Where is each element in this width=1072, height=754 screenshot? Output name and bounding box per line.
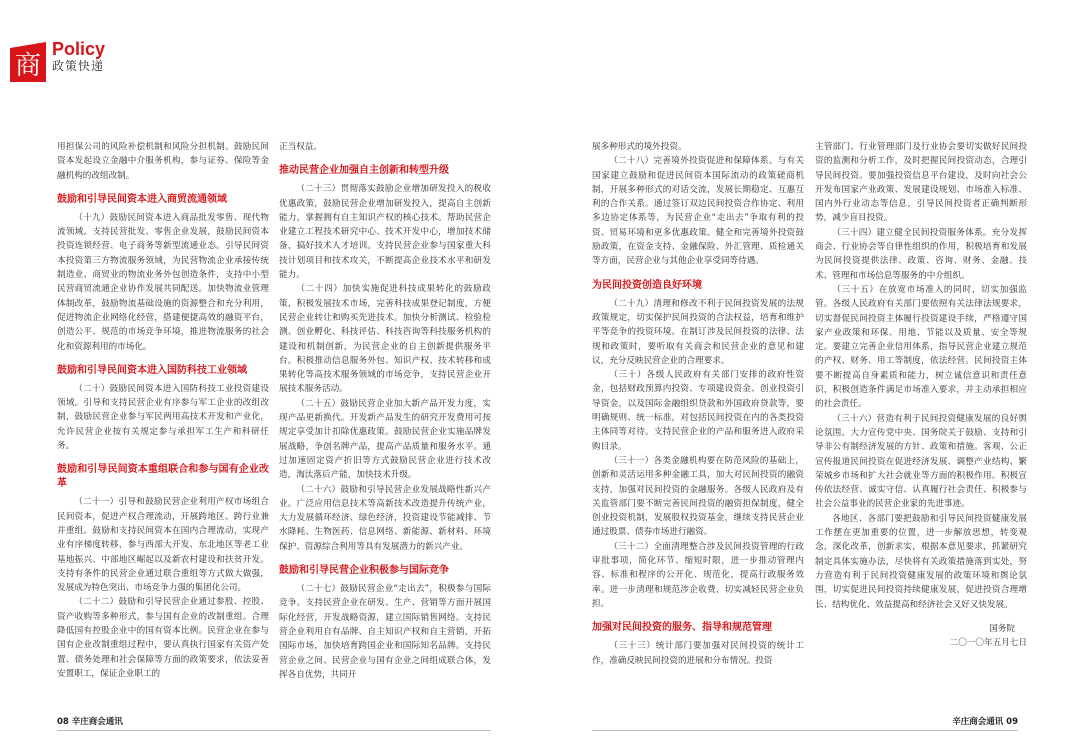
paragraph: （十九）鼓励民间资本进入商品批发零售、现代物流领域。支持民营批发、零售企业发展，鼓励民间资本投资连锁经营、电子商务等新型流通业态。引导民间资本投资第三方物流服务领域，为民营物流企业承接传统制造业、商贸业的物流业务外包创造条件，支持中小型民营商贸流通企业协作发展共同配送。加快物流业管理体制改革，鼓励物流基础设施的资源整合和充分利用，促进物流企业网络化经营，搭建便捷高效的融资平台，创造公平、规范的市场竞争环境，推进物流服务的社会化和资源利用的市场化。 bbox=[57, 212, 269, 352]
section-heading: 鼓励和引导民间资本重组联合和参与国有企业改革 bbox=[57, 464, 269, 490]
section-heading: 为民间投资创造良好环境 bbox=[592, 279, 702, 291]
section-heading: 推动民营企业加强自主创新和转型升级 bbox=[279, 165, 449, 177]
text-column-4 bbox=[815, 140, 1027, 650]
signature-org: 国务院 bbox=[989, 623, 1015, 634]
paragraph: 主管部门、行业管理部门及行业协会要切实做好民间投资的监测和分析工作，及时把握民间投资动态，合理引导民间投资。要加强投资信息平台建设，及时向社会公开发布国家产业政策、发展建设规划、市场准入标准、国内外行业动态等信息，引导民间投资者正确判断形势，减少盲目投资。 bbox=[815, 142, 1027, 224]
logo-title-en: Policy bbox=[52, 39, 106, 59]
paragraph: （二十二）鼓励和引导民营企业通过参股、控股、资产收购等多种形式，参与国有企业的改制重组。合理降低国有控股企业中的国有资本比例。民营企业在参与国有企业改制重组过程中，要认真执行国家有关资产处置、债务处理和社会保障等方面的政策要求，依法妥善安置职工，保证企业职工的 bbox=[57, 597, 269, 679]
footer-divider-left bbox=[57, 730, 491, 731]
logo-title-cn: 政策快递 bbox=[52, 59, 105, 73]
footer-left: 08 辛庄商会通讯 bbox=[57, 717, 123, 727]
signature-date: 二〇一〇年五月七日 bbox=[949, 638, 1027, 649]
section-heading: 鼓励和引导民营企业积极参与国际竞争 bbox=[279, 565, 449, 577]
text-column-3 bbox=[592, 140, 804, 668]
logo-char: 商 bbox=[14, 51, 42, 81]
text-column-1 bbox=[57, 140, 269, 681]
paragraph: （二十八）完善境外投资促进和保障体系。与有关国家建立鼓励和促进民间资本国际流动的政策磋商机制，开展多种形式的对话交流，发展长期稳定、互惠互利的合作关系。通过签订双边民间投资合作协定、利用多边协定体系等，为民营企业“走出去”争取有利的投资、贸易环境和更多优惠政策。健全和完善境外投资鼓励政策，在资金支持、金融保险、外汇管理、质检通关等方面，民营企业与其他企业享受同等待遇。 bbox=[592, 156, 804, 267]
paragraph: （二十六）鼓励和引导民营企业发展战略性新兴产业。广泛应用信息技术等高新技术改造提升传统产业，大力发展循环经济、绿色经济，投资建设节能减排、节水降耗、生物医药、信息网络、新能源、新材料、环境保护、资源综合利用等具有发展潜力的新兴产业。 bbox=[279, 484, 491, 552]
paragraph: （二十一）引导和鼓励民营企业利用产权市场组合民间资本，促进产权合理流动，开展跨地区、跨行业兼并重组。鼓励和支持民间资本在国内合理流动，实现产业有序梯度转移，参与西部大开发、东北地区等老工业基地振兴、中部地区崛起以及新农村建设和扶贫开发。支持有条件的民营企业通过联合重组等方式做大做强，发展成为特色突出、市场竞争力强的集团化公司。 bbox=[57, 497, 269, 594]
section-logo bbox=[52, 40, 105, 72]
paragraph: （三十四）建立健全民间投资服务体系。充分发挥商会、行业协会等自律性组织的作用，积极培育和发展为民间投资提供法律、政策、咨询、财务、金融、技术、管理和市场信息等服务的中介组织。 bbox=[815, 227, 1027, 281]
paragraph: 展多种形式的境外投资。 bbox=[592, 142, 687, 152]
text-column-2 bbox=[279, 140, 491, 682]
signature-block bbox=[815, 622, 1027, 651]
paragraph: 用担保公司的风险补偿机制和风险分担机制。鼓励民间资本发起设立金融中介服务机构，参与证券、保险等金融机构的改组改制。 bbox=[57, 142, 269, 181]
section-heading: 加强对民间投资的服务、指导和规范管理 bbox=[592, 622, 772, 634]
paragraph: 正当权益。 bbox=[279, 142, 322, 152]
section-heading: 鼓励和引导民间资本进入国防科技工业领域 bbox=[57, 364, 247, 376]
paragraph: （二十九）清理和修改不利于民间投资发展的法规政策规定，切实保护民间投资的合法权益，培育和维护平等竞争的投资环境。在制订涉及民间投资的法律、法规和政策时，要听取有关商会和民营企业的意见和建议，充分反映民营企业的合理要求。 bbox=[592, 298, 804, 366]
paragraph: （二十三）贯彻落实鼓励企业增加研发投入的税收优惠政策，鼓励民营企业增加研发投入，提高自主创新能力，掌握拥有自主知识产权的核心技术。帮助民营企业建立工程技术研究中心、技术开发中心，增加技术储备，搞好技术人才培训。支持民营企业参与国家重大科技计划项目和技术攻关，不断提高企业技术水平和研发能力。 bbox=[279, 184, 491, 281]
paragraph: （二十七）鼓励民营企业“走出去”，积极参与国际竞争。支持民营企业在研发、生产、营销等方面开展国际化经营，开发战略资源，建立国际销售网络。支持民营企业利用自有品牌、自主知识产权和自主营销，开拓国际市场，加快培育跨国企业和国际知名品牌。支持民营企业之间、民营企业与国有企业之间组成联合体，发挥各自优势，共同开 bbox=[279, 584, 491, 680]
paragraph: （三十五）在放宽市场准入的同时，切实加强监管。各级人民政府有关部门要依照有关法律法规要求，切实督促民间投资主体履行投资建设手续，严格遵守国家产业政策和环保、用地、节能以及质量、安全等规定。要建立完善企业信用体系，指导民营企业建立规范的产权、财务、用工等制度，依法经营。民间投资主体要不断提高自身素质和能力，树立诚信意识和责任意识，积极创造条件满足市场准入要求，并主动承担相应的社会责任。 bbox=[815, 284, 1027, 410]
shang-logo-icon bbox=[6, 40, 50, 84]
paragraph: （二十五）鼓励民营企业加大新产品开发力度，实现产品更新换代。开发新产品发生的研究开发费用可按规定享受加计扣除优惠政策。鼓励民营企业实施品牌发展战略，争创名牌产品，提高产品质量和服务水平。通过加速固定资产折旧等方式鼓励民营企业进行技术改造，淘汰落后产能，加快技术升级。 bbox=[279, 398, 491, 481]
paragraph: （三十二）全面清理整合涉及民间投资管理的行政审批事项，简化环节、缩短时限，进一步推动管理内容、标准和程序的公开化、规范化，提高行政服务效率。进一步清理和规范涉企收费，切实减轻民营企业负担。 bbox=[592, 541, 804, 609]
paragraph: （二十四）加快实施促进科技成果转化的鼓励政策，积极发展技术市场，完善科技成果登记制度，方便民营企业转让和购买先进技术。加快分析测试、检验检测、创业孵化、科技评估、科技咨询等科技服务机构的建设和机制创新，为民营企业的自主创新提供服务平台。积极推动信息服务外包、知识产权、技术转移和成果转化等高技术服务领域的市场竞争，支持民营企业开展技术服务活动。 bbox=[279, 284, 491, 395]
paragraph: （三十一）各类金融机构要在防范风险的基础上，创新和灵活运用多种金融工具，加大对民间投资的融资支持，加强对民间投资的金融服务。各级人民政府及有关监管部门要不断完善民间投资的融资担保制度，健全创业投资机制，发展股权投资基金，继续支持民营企业通过股票、债券市场进行融资。 bbox=[592, 455, 804, 538]
paragraph: （二十）鼓励民间资本进入国防科技工业投资建设领域。引导和支持民营企业有序参与军工企业的改组改制，鼓励民营企业参与军民两用高技术开发和产业化，允许民营企业按有关规定参与承担军工生产和科研任务。 bbox=[57, 383, 269, 452]
footer-right: 辛庄商会通讯 09 bbox=[952, 717, 1018, 727]
paragraph: （三十六）营造有利于民间投资健康发展的良好舆论氛围。大力宣传党中央、国务院关于鼓励、支持和引导非公有制经济发展的方针、政策和措施。客观、公正宣传报道民间投资在促进经济发展、调整产业结构、繁荣城乡市场和扩大社会就业等方面的积极作用。积极宣传依法经营、诚实守信、认真履行社会责任、积极参与社会公益事业的民营企业家的先进事迹。 bbox=[815, 413, 1027, 510]
paragraph: （三十）各级人民政府有关部门安排的政府性资金，包括财政预算内投资、专项建设资金、创业投资引导资金，以及国际金融组织贷款和外国政府贷款等，要明确规则、统一标准，对包括民间投资在内的各类投资主体同等对待。支持民营企业的产品和服务进入政府采购目录。 bbox=[592, 370, 804, 452]
paragraph: （三十三）统计部门要加强对民间投资的统计工作，准确反映民间投资的进展和分布情况。投资 bbox=[592, 641, 804, 666]
section-heading: 鼓励和引导民间资本进入商贸流通领域 bbox=[57, 193, 227, 205]
paragraph: 各地区、各部门要把鼓励和引导民间投资健康发展工作摆在更加重要的位置，进一步解放思想，转变观念，深化改革，创新求实，根据本意见要求，抓紧研究制定具体实施办法，尽快将有关政策措施落到实处，努力营造有利于民间投资健康发展的政策环境和舆论氛围，切实促进民间投资持续健康发展，促进投资合理增长、结构优化、效益提高和经济社会又好又快发展。 bbox=[815, 513, 1027, 610]
footer-divider-right bbox=[592, 730, 1018, 731]
